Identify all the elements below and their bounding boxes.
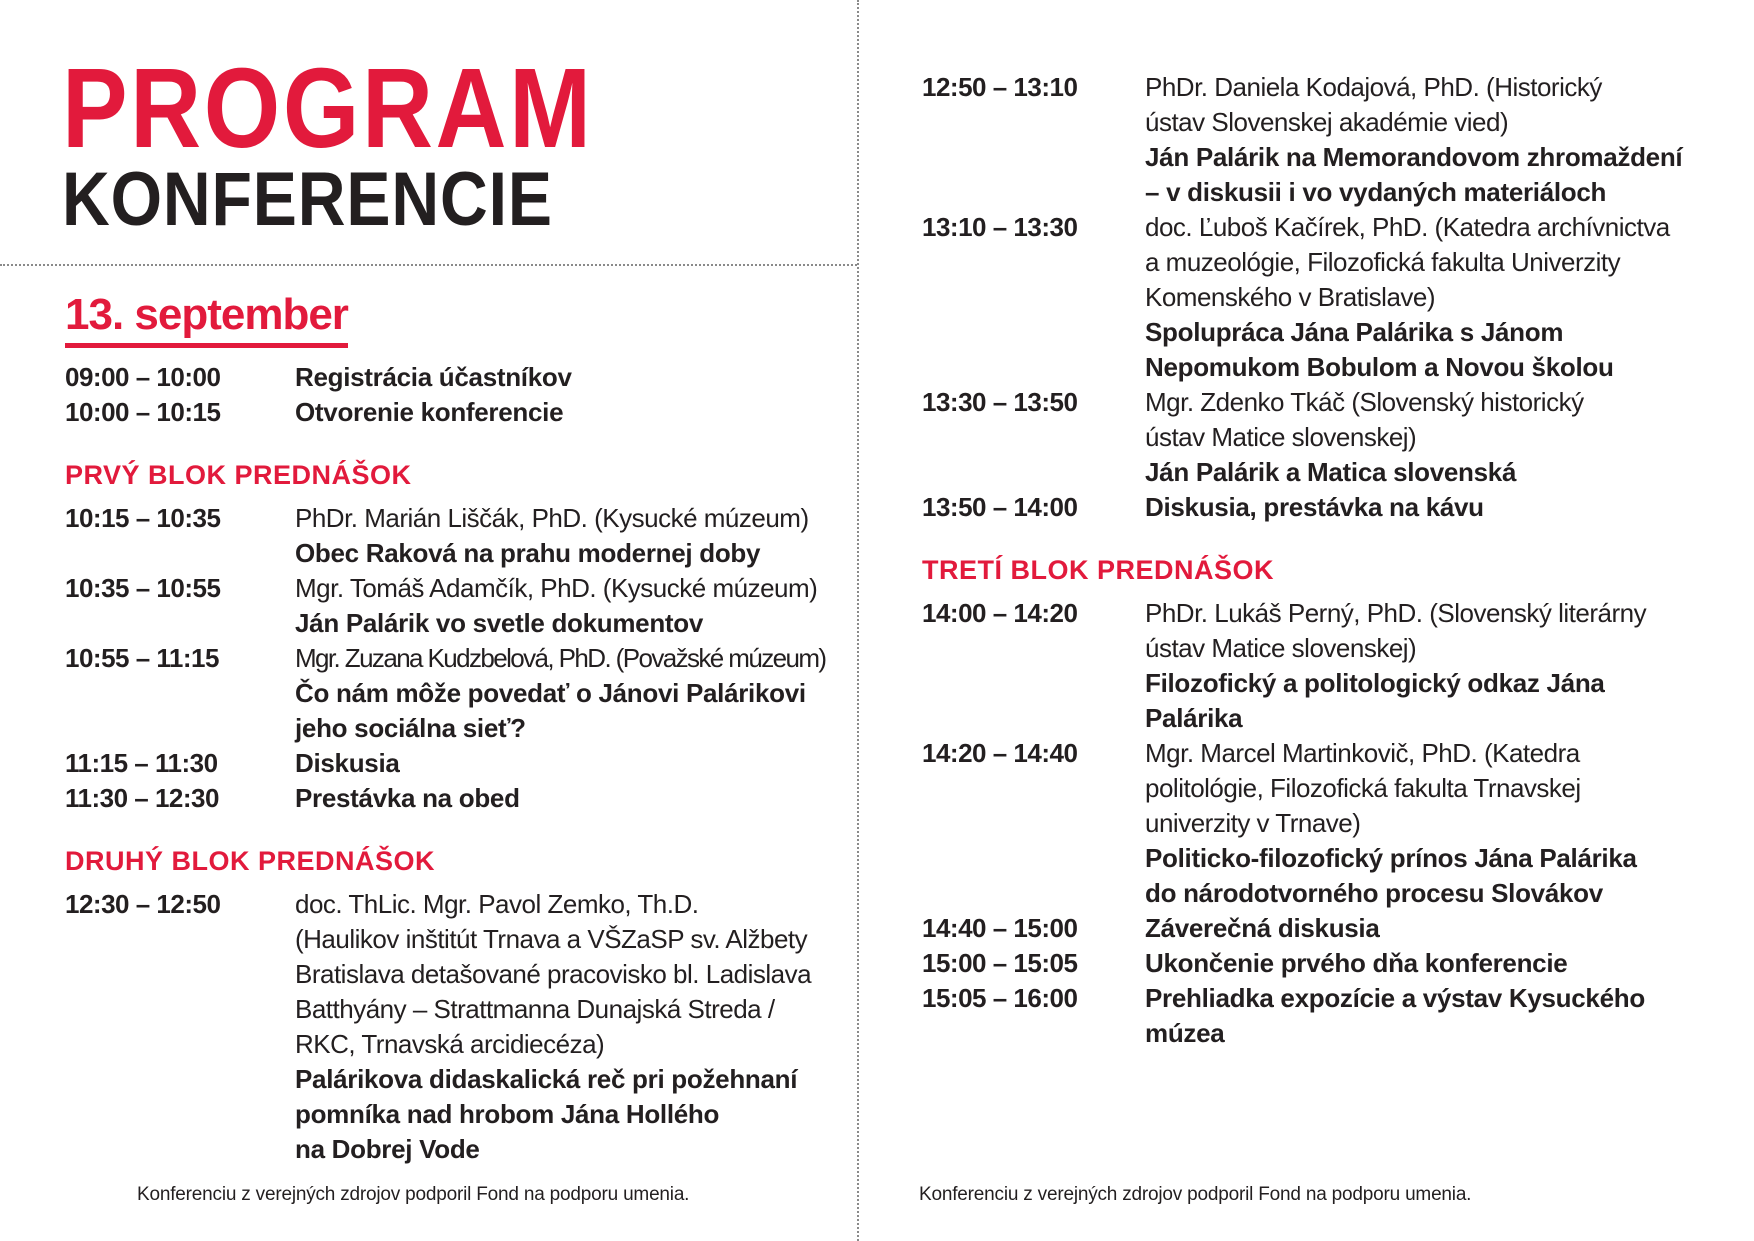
session-title-line: Palárika [1145,703,1243,733]
session-description [295,501,810,571]
session-description [1145,911,1697,946]
schedule-row [922,736,1697,911]
session-title-line: Čo nám môže povedať o Jánovi Palárikovi [295,678,806,708]
session-description [1145,70,1697,210]
block-heading: TRETÍ BLOK PREDNÁŠOK [922,555,1275,585]
schedule-row [922,70,1697,210]
time-range: 14:20 – 14:40 [922,738,1078,768]
session-title-line: Ján Palárik a Matica slovenská [1145,457,1517,487]
speaker-line: Komenského v Bratislave) [1145,282,1436,312]
speaker-line: Mgr. Zuzana Kudzbelová, PhD. (Považské múzeum) [295,643,826,673]
time-range: 10:55 – 11:15 [65,643,219,673]
time-range: 13:10 – 13:30 [922,212,1078,242]
schedule-row [65,887,810,1167]
time-range: 10:00 – 10:15 [65,397,221,427]
speaker-line: ústav Matice slovenskej) [1145,422,1417,452]
speaker-line: Batthyány – Strattmanna Dunajská Streda / [295,994,775,1024]
session-title-line: na Dobrej Vode [295,1134,480,1164]
session-title-line: Politicko-filozofický prínos Jána Palárika [1145,843,1637,873]
session-description [295,746,810,781]
session-title-line: Ukončenie prvého dňa konferencie [1145,948,1568,978]
session-title-line: pomníka nad hrobom Jána Hollého [295,1099,720,1129]
block-heading: PRVÝ BLOK PREDNÁŠOK [65,460,412,490]
session-description [1145,596,1697,736]
session-description [1145,490,1697,525]
schedule-row [922,911,1697,946]
schedule-row [922,210,1697,385]
session-description [1145,981,1697,1051]
schedule-column-right [922,70,1697,1051]
schedule-row [65,395,810,430]
schedule-row [922,981,1697,1051]
time-range: 10:15 – 10:35 [65,503,221,533]
funding-note-left: Konferenciu z verejných zdrojov podporil Fond na podporu umenia. [137,1184,690,1205]
speaker-line: Bratislava detašované pracovisko bl. Ladislava [295,959,812,989]
session-title-line: Registrácia účastníkov [295,362,572,392]
speaker-line: PhDr. Lukáš Perný, PhD. (Slovenský literárny [1145,598,1647,628]
session-title-line: Spolupráca Jána Palárika s Jánom [1145,317,1564,347]
schedule-row [65,641,826,746]
schedule-row [65,781,810,816]
time-range: 14:40 – 15:00 [922,913,1078,943]
session-title-line: Palárikova didaskalická reč pri požehnaní [295,1064,798,1094]
schedule-row [65,571,818,641]
session-title-line: – v diskusii i vo vydaných materiáloch [1145,177,1607,207]
time-range: 13:50 – 14:00 [922,492,1078,522]
horizontal-dotted-divider [0,264,857,266]
speaker-line: doc. ThLic. Mgr. Pavol Zemko, Th.D. [295,889,699,919]
time-range: 11:15 – 11:30 [65,748,218,778]
time-range: 09:00 – 10:00 [65,362,221,392]
schedule-row [65,501,810,571]
session-description [295,395,810,430]
speaker-line: RKC, Trnavská arcidiecéza) [295,1029,605,1059]
time-range: 13:30 – 13:50 [922,387,1078,417]
session-title-line: múzea [1145,1018,1225,1048]
session-description [1145,385,1697,490]
speaker-line: Mgr. Tomáš Adamčík, PhD. (Kysucké múzeum) [295,573,818,603]
speaker-line: PhDr. Daniela Kodajová, PhD. (Historický [1145,72,1602,102]
time-range: 12:50 – 13:10 [922,72,1078,102]
session-title-line: Prehliadka expozície a výstav Kysuckého [1145,983,1645,1013]
time-range: 10:35 – 10:55 [65,573,221,603]
schedule-row [922,490,1697,525]
time-range: 11:30 – 12:30 [65,783,219,813]
speaker-line: Mgr. Marcel Martinkovič, PhD. (Katedra [1145,738,1580,768]
speaker-line: Mgr. Zdenko Tkáč (Slovenský historický [1145,387,1584,417]
session-title-line: do národotvorného procesu Slovákov [1145,878,1603,908]
session-title-line: Diskusia, prestávka na kávu [1145,492,1484,522]
session-description [295,781,810,816]
speaker-line: ústav Matice slovenskej) [1145,633,1417,663]
vertical-dotted-divider [857,0,859,1241]
session-title-line: Otvorenie konferencie [295,397,564,427]
speaker-line: ústav Slovenskej akadémie vied) [1145,107,1509,137]
speaker-line: doc. Ľuboš Kačírek, PhD. (Katedra archívnictva [1145,212,1670,242]
funding-note-right: Konferenciu z verejných zdrojov podporil Fond na podporu umenia. [919,1184,1472,1205]
session-description [1145,210,1697,385]
speaker-line: PhDr. Marián Liščák, PhD. (Kysucké múzeum) [295,503,809,533]
session-title-line: Nepomukom Bobulom a Novou školou [1145,352,1614,382]
schedule-row [922,596,1697,736]
speaker-line: (Haulikov inštitút Trnava a VŠZaSP sv. Alžbety [295,924,808,954]
speaker-line: a muzeológie, Filozofická fakulta Univerzity [1145,247,1621,277]
time-range: 14:00 – 14:20 [922,598,1078,628]
time-range: 12:30 – 12:50 [65,889,221,919]
schedule-row [65,360,810,395]
session-title-line: Záverečná diskusia [1145,913,1380,943]
schedule-row [922,946,1697,981]
block-heading: DRUHÝ BLOK PREDNÁŠOK [65,846,436,876]
session-description [295,887,811,1167]
conference-title [62,45,673,242]
time-range: 15:05 – 16:00 [922,983,1078,1013]
schedule-row [65,746,810,781]
session-description [295,360,810,395]
title-line-konferencie: KONFERENCIE [62,157,553,242]
time-range: 15:00 – 15:05 [922,948,1078,978]
speaker-line: politológie, Filozofická fakulta Trnavskej [1145,773,1581,803]
schedule-column-left [65,360,826,1167]
session-description [295,641,825,746]
title-line-program: PROGRAM [62,45,594,171]
session-description [1145,736,1697,911]
schedule-row [922,385,1697,490]
session-title-line: Filozofický a politologický odkaz Jána [1145,668,1605,698]
session-title-line: Ján Palárik vo svetle dokumentov [295,608,704,638]
session-title-line: Diskusia [295,748,400,778]
session-description [1145,946,1697,981]
session-description [295,571,817,641]
session-title-line: Obec Raková na prahu modernej doby [295,538,761,568]
session-title-line: jeho sociálna sieť? [295,713,526,743]
speaker-line: univerzity v Trnave) [1145,808,1361,838]
session-title-line: Prestávka na obed [295,783,520,813]
session-title-line: Ján Palárik na Memorandovom zhromaždení [1145,142,1683,172]
date-heading: 13. september [65,290,348,348]
